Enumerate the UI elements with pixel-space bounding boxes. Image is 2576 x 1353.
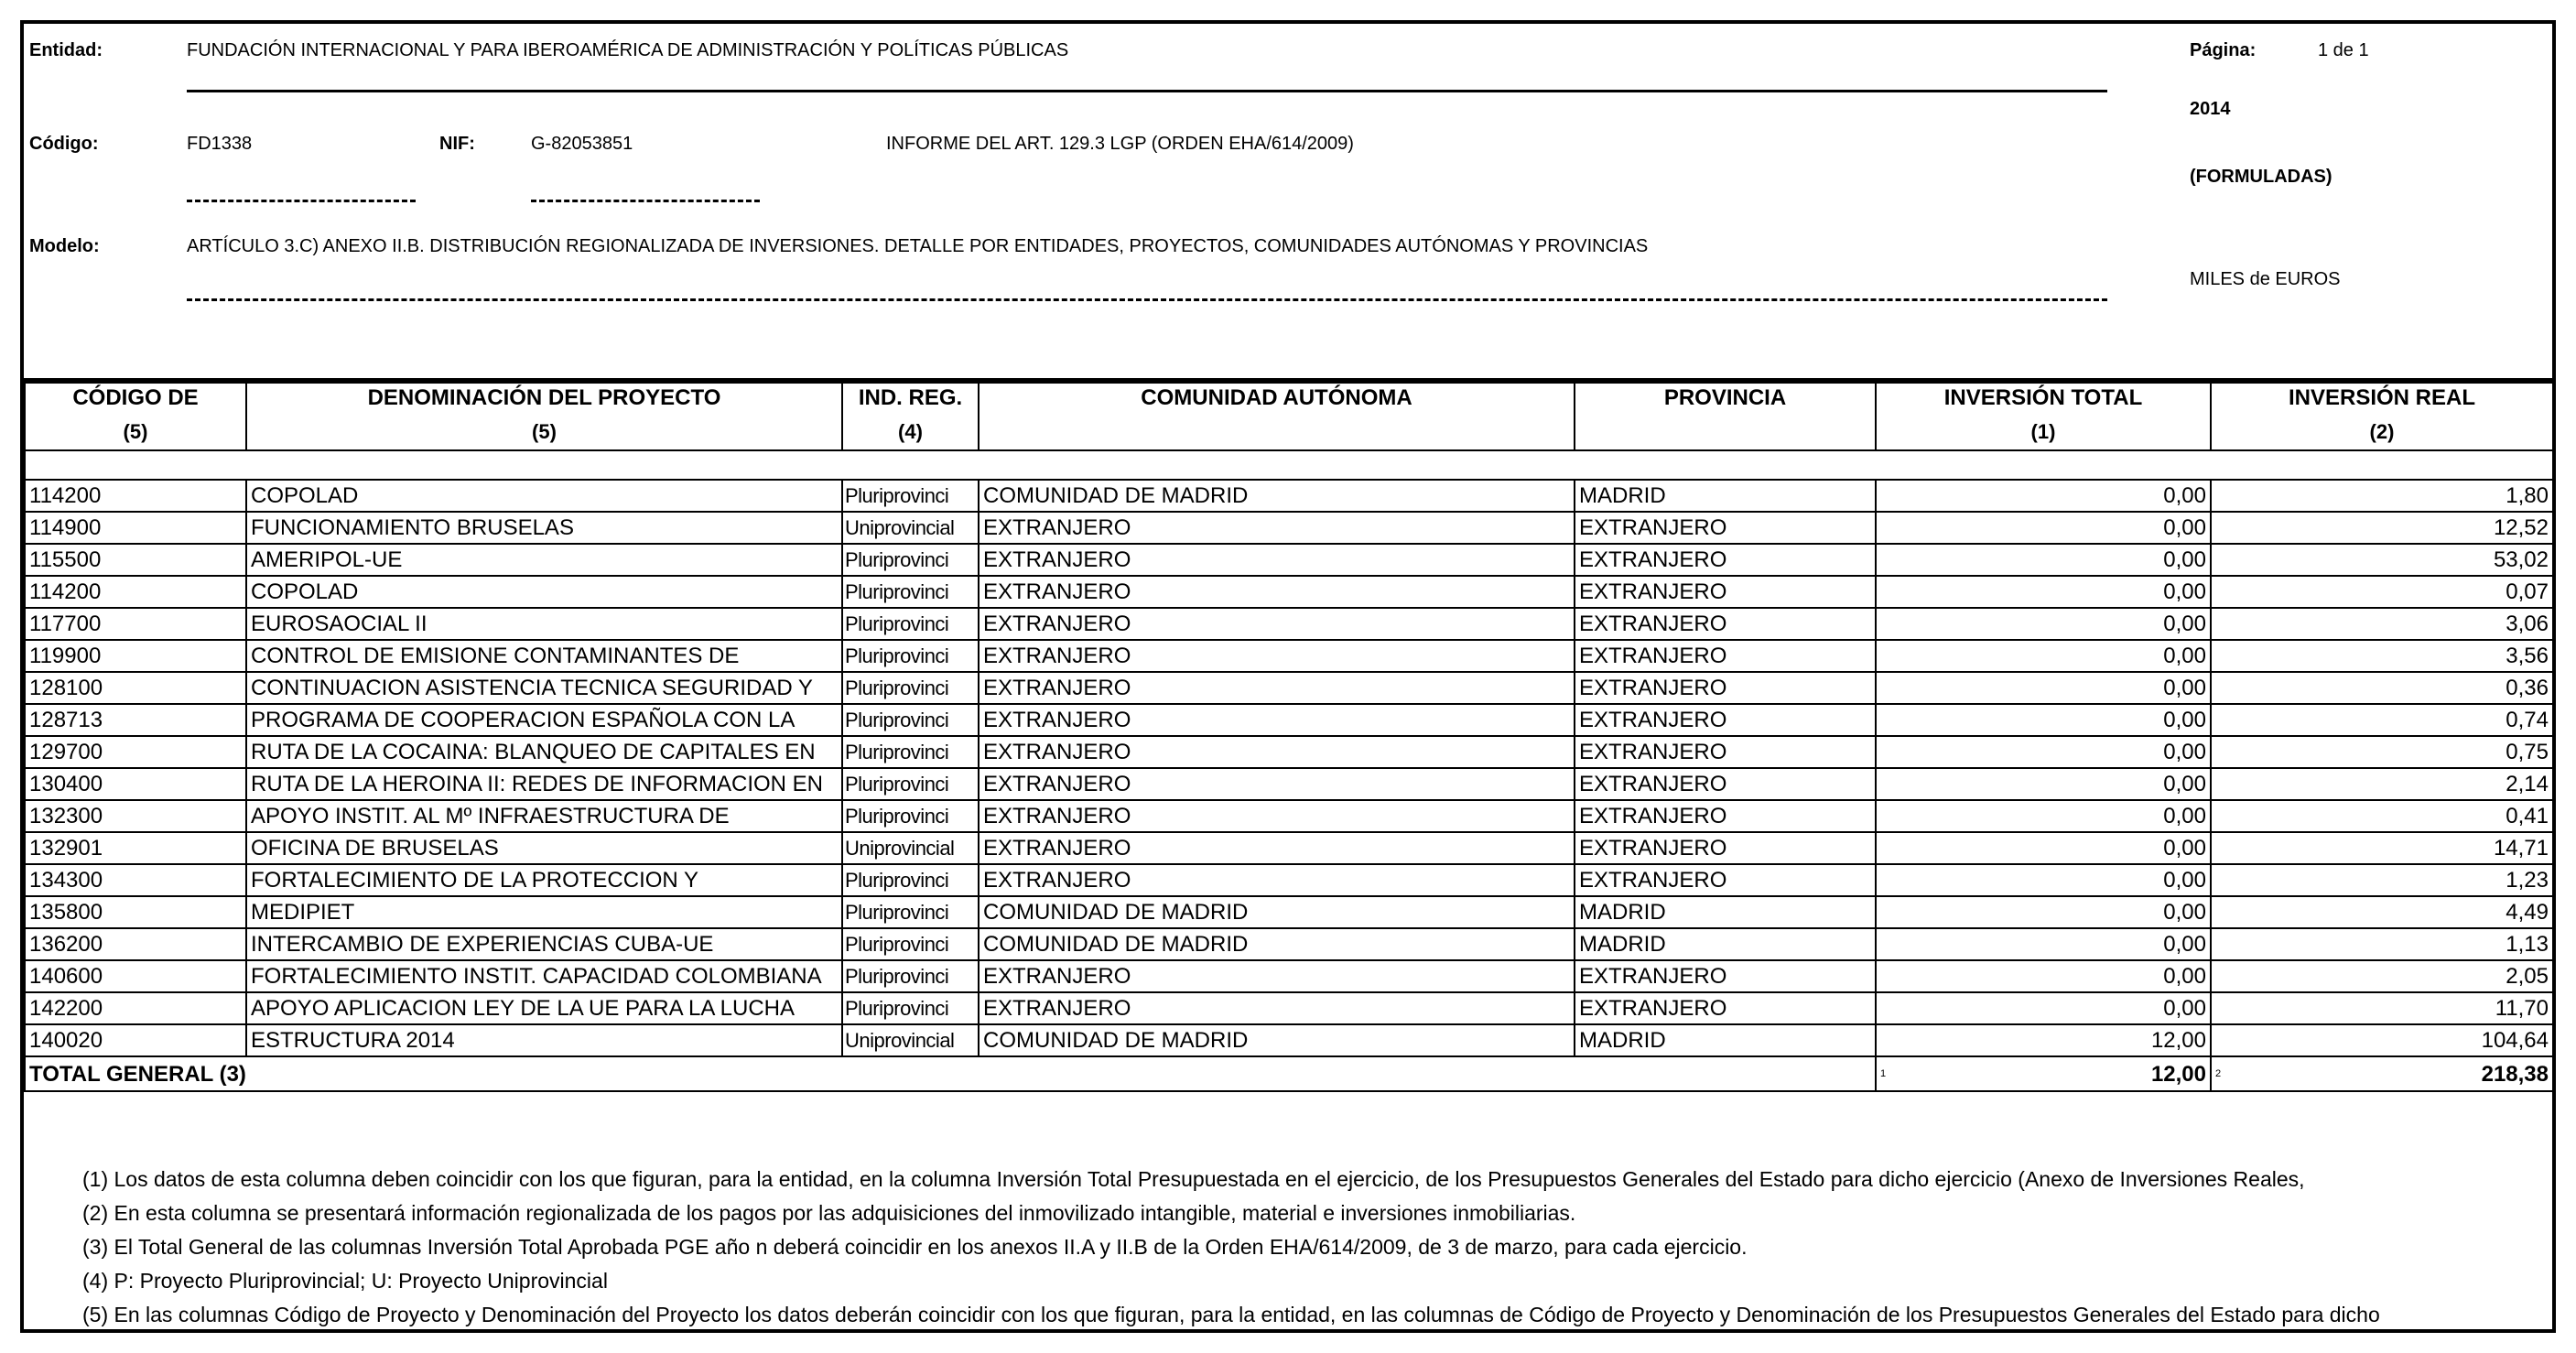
provincia-cell: EXTRANJERO — [1575, 576, 1876, 608]
pagina-value: 1 de 1 — [2318, 40, 2369, 60]
inversion-total-cell: 0,00 — [1876, 576, 2211, 608]
codigo-cell: 142200 — [25, 992, 246, 1024]
inversion-real-cell: 1,13 — [2211, 928, 2553, 960]
modelo-dashes — [187, 298, 2107, 301]
col-inversion-total-header: INVERSIÓN TOTAL (1) — [1876, 383, 2211, 450]
inversion-real-cell: 11,70 — [2211, 992, 2553, 1024]
investments-table — [24, 382, 2554, 1092]
table-row — [25, 608, 2553, 640]
formuladas-label: (FORMULADAS) — [2190, 167, 2332, 187]
table-row — [25, 960, 2553, 992]
ind-reg-cell: Pluriprovinci — [842, 736, 979, 768]
inversion-total-cell: 0,00 — [1876, 960, 2211, 992]
ind-reg-cell: Pluriprovinci — [842, 864, 979, 896]
nif-label: NIF: — [439, 134, 475, 154]
denominacion-cell: RUTA DE LA COCAINA: BLANQUEO DE CAPITALES EN — [246, 736, 842, 768]
denominacion-cell: CONTROL DE EMISIONE CONTAMINANTES DE — [246, 640, 842, 672]
pagina-label: Página: — [2190, 40, 2257, 60]
provincia-cell: EXTRANJERO — [1575, 512, 1876, 544]
inversion-total-cell: 0,00 — [1876, 544, 2211, 576]
col-inversion-real-header: INVERSIÓN REAL (2) — [2211, 383, 2553, 450]
inversion-total-cell: 0,00 — [1876, 608, 2211, 640]
provincia-cell: EXTRANJERO — [1575, 736, 1876, 768]
codigo-cell: 114200 — [25, 480, 246, 512]
codigo-cell: 128100 — [25, 672, 246, 704]
comunidad-cell: EXTRANJERO — [979, 960, 1575, 992]
denominacion-cell: CONTINUACION ASISTENCIA TECNICA SEGURIDAD Y — [246, 672, 842, 704]
table-row — [25, 704, 2553, 736]
codigo-cell: 115500 — [25, 544, 246, 576]
year-label: 2014 — [2190, 99, 2231, 119]
inversion-total-cell: 0,00 — [1876, 896, 2211, 928]
inversion-real-cell: 0,75 — [2211, 736, 2553, 768]
comunidad-cell: COMUNIDAD DE MADRID — [979, 1024, 1575, 1056]
denominacion-cell: INTERCAMBIO DE EXPERIENCIAS CUBA-UE — [246, 928, 842, 960]
ind-reg-cell: Uniprovincial — [842, 832, 979, 864]
codigo-label: Código: — [29, 134, 99, 154]
total-inversion-total: 1 12,00 — [1876, 1056, 2211, 1091]
inversion-total-cell: 0,00 — [1876, 832, 2211, 864]
ind-reg-cell: Pluriprovinci — [842, 576, 979, 608]
denominacion-cell: APOYO INSTIT. AL Mº INFRAESTRUCTURA DE — [246, 800, 842, 832]
total-mark: 2 — [2215, 1067, 2222, 1079]
codigo-cell: 140600 — [25, 960, 246, 992]
inversion-real-cell: 3,56 — [2211, 640, 2553, 672]
footnotes — [82, 1163, 2380, 1332]
footnote: (1) Los datos de esta columna deben coincidir con los que figuran, para la entidad, en la columna Inversión Total Presupuestada en el ejercicio, de los Presupuestos Generales del Estado para dicho ejercicio (Anexo de Inversiones Reales, — [82, 1167, 2305, 1191]
codigo-cell: 140020 — [25, 1024, 246, 1056]
denominacion-cell: MEDIPIET — [246, 896, 842, 928]
inversion-total-cell: 0,00 — [1876, 672, 2211, 704]
inversion-real-cell: 0,74 — [2211, 704, 2553, 736]
codigo-cell: 119900 — [25, 640, 246, 672]
comunidad-cell: EXTRANJERO — [979, 768, 1575, 800]
comunidad-cell: EXTRANJERO — [979, 704, 1575, 736]
provincia-cell: MADRID — [1575, 928, 1876, 960]
modelo-value: ARTÍCULO 3.C) ANEXO II.B. DISTRIBUCIÓN REGIONALIZADA DE INVERSIONES. DETALLE POR ENTIDADES, PROYECTOS, COMUNIDADES AUTÓNOMAS Y PROVINCIAS — [187, 236, 1649, 256]
comunidad-cell: EXTRANJERO — [979, 608, 1575, 640]
nif-value: G-82053851 — [531, 134, 633, 154]
inversion-total-cell: 0,00 — [1876, 800, 2211, 832]
footnote: (2) En esta columna se presentará información regionalizada de los pagos por las adquisiciones del inmovilizado intangible, material e inversiones inmobiliarias. — [82, 1201, 1576, 1225]
ind-reg-cell: Pluriprovinci — [842, 928, 979, 960]
provincia-cell: EXTRANJERO — [1575, 960, 1876, 992]
inversion-total-cell: 0,00 — [1876, 512, 2211, 544]
codigo-cell: 128713 — [25, 704, 246, 736]
denominacion-cell: FORTALECIMIENTO INSTIT. CAPACIDAD COLOMBIANA — [246, 960, 842, 992]
entidad-label: Entidad: — [29, 40, 103, 60]
comunidad-cell: EXTRANJERO — [979, 992, 1575, 1024]
col-denominacion-header: DENOMINACIÓN DEL PROYECTO (5) — [246, 383, 842, 450]
denominacion-cell: COPOLAD — [246, 480, 842, 512]
total-inversion-real: 2 218,38 — [2211, 1056, 2553, 1091]
col-codigo-header: CÓDIGO DE (5) — [25, 383, 246, 450]
comunidad-cell: COMUNIDAD DE MADRID — [979, 480, 1575, 512]
inversion-real-cell: 0,36 — [2211, 672, 2553, 704]
codigo-cell: 134300 — [25, 864, 246, 896]
footnote: (3) El Total General de las columnas Inversión Total Aprobada PGE año n deberá coincidir en los anexos II.A y II.B de la Orden EHA/614/2009, de 3 de marzo, para cada ejercicio. — [82, 1235, 1748, 1259]
provincia-cell: EXTRANJERO — [1575, 608, 1876, 640]
provincia-cell: EXTRANJERO — [1575, 672, 1876, 704]
ind-reg-cell: Pluriprovinci — [842, 544, 979, 576]
total-mark: 1 — [1880, 1067, 1887, 1079]
codigo-value: FD1338 — [187, 134, 253, 154]
ind-reg-cell: Pluriprovinci — [842, 896, 979, 928]
comunidad-cell: EXTRANJERO — [979, 512, 1575, 544]
denominacion-cell: FORTALECIMIENTO DE LA PROTECCION Y — [246, 864, 842, 896]
inversion-real-cell: 0,41 — [2211, 800, 2553, 832]
denominacion-cell: RUTA DE LA HEROINA II: REDES DE INFORMACION EN — [246, 768, 842, 800]
comunidad-cell: EXTRANJERO — [979, 576, 1575, 608]
provincia-cell: EXTRANJERO — [1575, 992, 1876, 1024]
inversion-total-cell: 0,00 — [1876, 864, 2211, 896]
codigo-cell: 135800 — [25, 896, 246, 928]
codigo-cell: 117700 — [25, 608, 246, 640]
ind-reg-cell: Pluriprovinci — [842, 960, 979, 992]
spacer-row — [25, 450, 2553, 480]
inversion-total-cell: 0,00 — [1876, 480, 2211, 512]
table-row — [25, 480, 2553, 512]
ind-reg-cell: Pluriprovinci — [842, 608, 979, 640]
codigo-cell: 132901 — [25, 832, 246, 864]
denominacion-cell: FUNCIONAMIENTO BRUSELAS — [246, 512, 842, 544]
nif-dashes — [531, 200, 760, 202]
denominacion-cell: PROGRAMA DE COOPERACION ESPAÑOLA CON LA — [246, 704, 842, 736]
inversion-real-cell: 1,23 — [2211, 864, 2553, 896]
inversion-real-cell: 1,80 — [2211, 480, 2553, 512]
codigo-cell: 136200 — [25, 928, 246, 960]
provincia-cell: MADRID — [1575, 1024, 1876, 1056]
ind-reg-cell: Pluriprovinci — [842, 992, 979, 1024]
ind-reg-cell: Uniprovincial — [842, 1024, 979, 1056]
table-row — [25, 1024, 2553, 1056]
denominacion-cell: ESTRUCTURA 2014 — [246, 1024, 842, 1056]
table-row — [25, 928, 2553, 960]
report-header — [20, 20, 2556, 382]
table-row — [25, 640, 2553, 672]
footnote: (5) En las columnas Código de Proyecto y Denominación del Proyecto los datos deberán coincidir con los que figuran, para la entidad, en las columnas de Código de Proyecto y Denominación de los Presupuestos Generales del Estado para dicho — [82, 1303, 2380, 1326]
comunidad-cell: COMUNIDAD DE MADRID — [979, 896, 1575, 928]
total-general-label: TOTAL GENERAL (3) — [25, 1056, 1876, 1091]
ind-reg-cell: Pluriprovinci — [842, 640, 979, 672]
provincia-cell: EXTRANJERO — [1575, 768, 1876, 800]
inversion-total-cell: 0,00 — [1876, 704, 2211, 736]
comunidad-cell: COMUNIDAD DE MADRID — [979, 928, 1575, 960]
inversion-real-cell: 4,49 — [2211, 896, 2553, 928]
inversion-real-cell: 3,06 — [2211, 608, 2553, 640]
codigo-cell: 114900 — [25, 512, 246, 544]
comunidad-cell: EXTRANJERO — [979, 800, 1575, 832]
codigo-cell: 114200 — [25, 576, 246, 608]
codigo-cell: 130400 — [25, 768, 246, 800]
ind-reg-cell: Pluriprovinci — [842, 480, 979, 512]
comunidad-cell: EXTRANJERO — [979, 832, 1575, 864]
comunidad-cell: EXTRANJERO — [979, 640, 1575, 672]
provincia-cell: EXTRANJERO — [1575, 640, 1876, 672]
table-row — [25, 672, 2553, 704]
ind-reg-cell: Pluriprovinci — [842, 704, 979, 736]
table-row — [25, 736, 2553, 768]
entidad-value: FUNDACIÓN INTERNACIONAL Y PARA IBEROAMÉRICA DE ADMINISTRACIÓN Y POLÍTICAS PÚBLICAS — [187, 40, 1069, 60]
provincia-cell: EXTRANJERO — [1575, 864, 1876, 896]
table-header-row — [25, 383, 2553, 450]
comunidad-cell: EXTRANJERO — [979, 672, 1575, 704]
inversion-total-cell: 0,00 — [1876, 768, 2211, 800]
provincia-cell: EXTRANJERO — [1575, 800, 1876, 832]
informe-text: INFORME DEL ART. 129.3 LGP (ORDEN EHA/614/2009) — [886, 134, 1354, 154]
provincia-cell: EXTRANJERO — [1575, 704, 1876, 736]
table-row — [25, 512, 2553, 544]
provincia-cell: EXTRANJERO — [1575, 544, 1876, 576]
inversion-real-cell: 2,05 — [2211, 960, 2553, 992]
codigo-cell: 129700 — [25, 736, 246, 768]
inversion-real-cell: 104,64 — [2211, 1024, 2553, 1056]
footnote: (4) P: Proyecto Pluriprovincial; U: Proyecto Uniprovincial — [82, 1269, 608, 1293]
inversion-real-cell: 2,14 — [2211, 768, 2553, 800]
table-row — [25, 992, 2553, 1024]
inversion-real-cell: 53,02 — [2211, 544, 2553, 576]
col-indreg-header: IND. REG. (4) — [842, 383, 979, 450]
denominacion-cell: AMERIPOL-UE — [246, 544, 842, 576]
denominacion-cell: APOYO APLICACION LEY DE LA UE PARA LA LUCHA — [246, 992, 842, 1024]
ind-reg-cell: Pluriprovinci — [842, 672, 979, 704]
provincia-cell: MADRID — [1575, 480, 1876, 512]
codigo-dashes — [187, 200, 416, 202]
provincia-cell: EXTRANJERO — [1575, 832, 1876, 864]
ind-reg-cell: Uniprovincial — [842, 512, 979, 544]
table-row — [25, 800, 2553, 832]
comunidad-cell: EXTRANJERO — [979, 736, 1575, 768]
inversion-total-cell: 12,00 — [1876, 1024, 2211, 1056]
table-row — [25, 832, 2553, 864]
ind-reg-cell: Pluriprovinci — [842, 800, 979, 832]
table-row — [25, 576, 2553, 608]
codigo-cell: 132300 — [25, 800, 246, 832]
inversion-total-cell: 0,00 — [1876, 640, 2211, 672]
provincia-cell: MADRID — [1575, 896, 1876, 928]
inversion-total-cell: 0,00 — [1876, 928, 2211, 960]
total-general-row — [25, 1056, 2553, 1091]
col-comunidad-header: COMUNIDAD AUTÓNOMA — [979, 383, 1575, 450]
comunidad-cell: EXTRANJERO — [979, 544, 1575, 576]
ind-reg-cell: Pluriprovinci — [842, 768, 979, 800]
comunidad-cell: EXTRANJERO — [979, 864, 1575, 896]
inversion-total-cell: 0,00 — [1876, 992, 2211, 1024]
table-row — [25, 864, 2553, 896]
denominacion-cell: COPOLAD — [246, 576, 842, 608]
table-row — [25, 544, 2553, 576]
table-row — [25, 896, 2553, 928]
entidad-underline — [187, 90, 2107, 92]
inversion-total-cell: 0,00 — [1876, 736, 2211, 768]
unidades-label: MILES de EUROS — [2190, 269, 2341, 289]
col-provincia-header: PROVINCIA — [1575, 383, 1876, 450]
table-row — [25, 768, 2553, 800]
modelo-label: Modelo: — [29, 236, 100, 256]
inversion-real-cell: 12,52 — [2211, 512, 2553, 544]
denominacion-cell: EUROSAOCIAL II — [246, 608, 842, 640]
inversion-real-cell: 0,07 — [2211, 576, 2553, 608]
denominacion-cell: OFICINA DE BRUSELAS — [246, 832, 842, 864]
inversion-real-cell: 14,71 — [2211, 832, 2553, 864]
